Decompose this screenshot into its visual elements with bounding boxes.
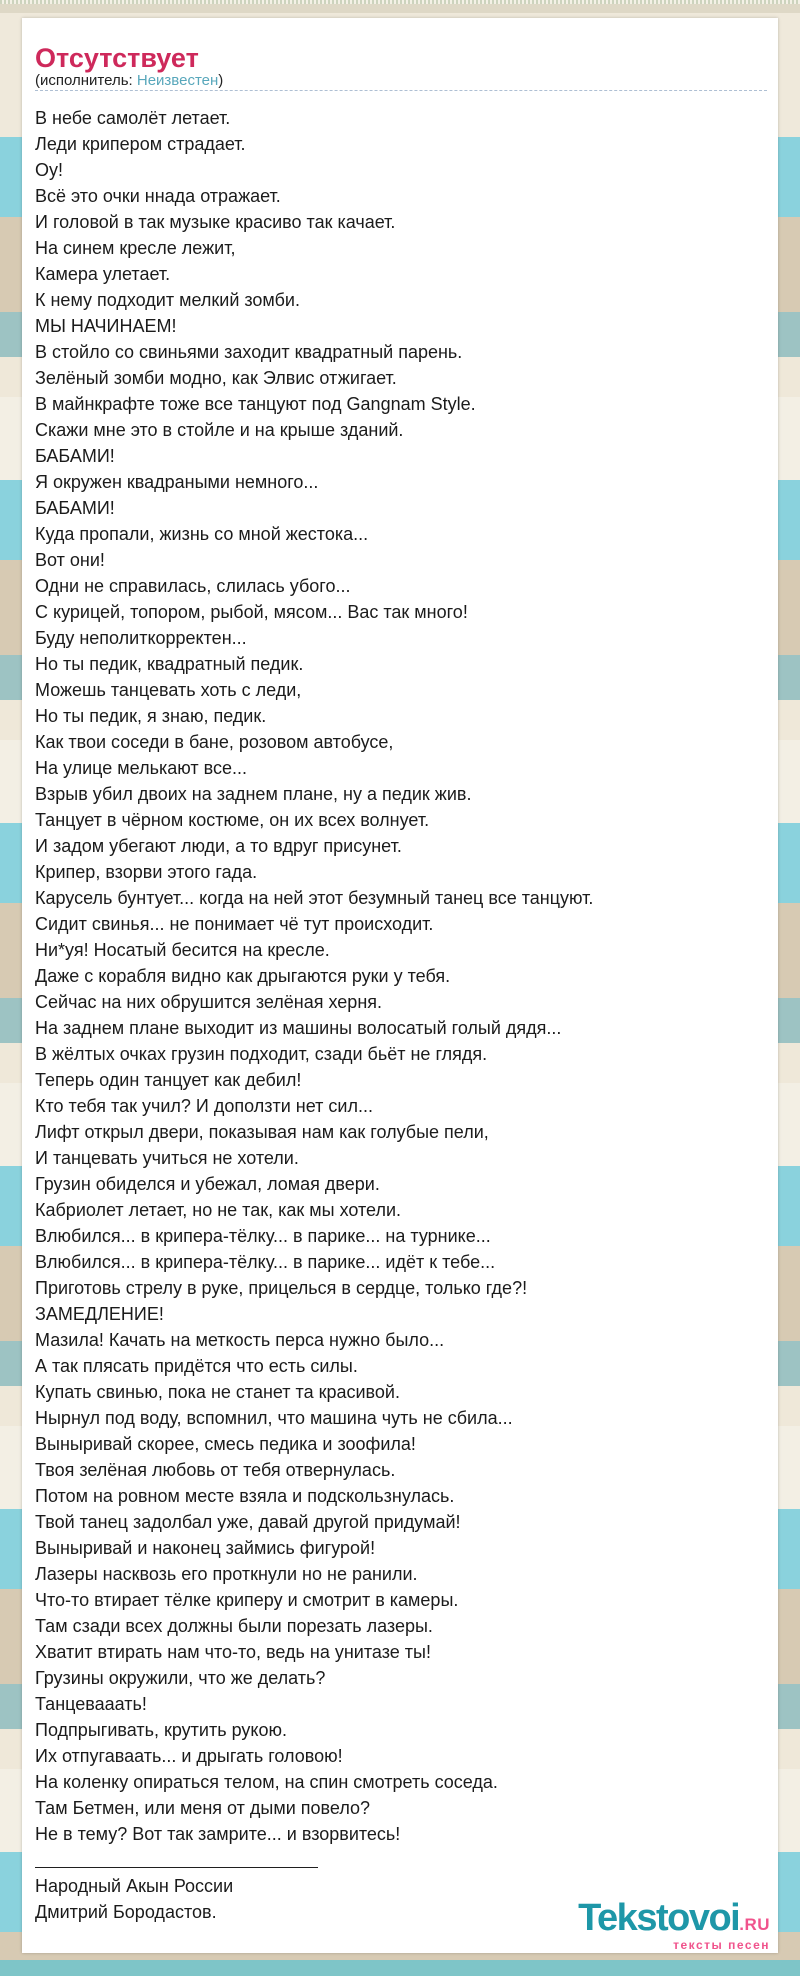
lyric-line: Влюбился... в крипера-тёлку... в парике... на турнике... <box>35 1226 491 1246</box>
lyric-line: Сейчас на них обрушится зелёная херня. <box>35 992 383 1012</box>
lyrics-text <box>35 105 765 1847</box>
top-texture-strip <box>0 0 800 13</box>
lyric-line: Там сзади всех должны были порезать лазеры. <box>35 1616 433 1636</box>
lyric-line: Крипер, взорви этого гада. <box>35 862 258 882</box>
artist-line <box>35 72 765 90</box>
lyric-line: Кто тебя так учил? И доползти нет сил... <box>35 1096 373 1116</box>
lyrics-card <box>22 18 778 1953</box>
author-divider-slot <box>35 1847 765 1873</box>
lyric-line: Вот они! <box>35 550 105 570</box>
lyric-line: Влюбился... в крипера-тёлку... в парике... идёт к тебе... <box>35 1252 496 1272</box>
lyric-line: И головой в так музыке красиво так качает. <box>35 212 396 232</box>
lyric-line: Леди крипером страдает. <box>35 134 246 154</box>
lyric-line: Лазеры насквозь его проткнули но не ранили. <box>35 1564 418 1584</box>
lyric-line: С курицей, топором, рыбой, мясом... Вас так много! <box>35 602 468 622</box>
lyric-line: Куда пропали, жизнь со мной жестока... <box>35 524 369 544</box>
lyric-line: МЫ НАЧИНАЕМ! <box>35 316 177 336</box>
lyric-line: Но ты педик, квадратный педик. <box>35 654 304 674</box>
lyric-line: Грузин обиделся и убежал, ломая двери. <box>35 1174 380 1194</box>
lyric-line: В стойло со свиньями заходит квадратный парень. <box>35 342 463 362</box>
lyric-line: Выныривай и наконец займись фигурой! <box>35 1538 376 1558</box>
lyric-line: БАБАМИ! <box>35 498 115 518</box>
lyric-line: Потом на ровном месте взяла и подскользнулась. <box>35 1486 455 1506</box>
author-line: Народный Акын России <box>35 1876 234 1896</box>
artist-label-prefix: (исполнитель: <box>35 72 137 89</box>
lyric-line: Теперь один танцует как дебил! <box>35 1070 302 1090</box>
lyric-line: А так плясать придётся что есть силы. <box>35 1356 358 1376</box>
lyric-line: В жёлтых очках грузин подходит, сзади бьёт не глядя. <box>35 1044 488 1064</box>
lyric-line: Хватит втирать нам что-то, ведь на унитазе ты! <box>35 1642 431 1662</box>
lyric-line: ЗАМЕДЛЕНИЕ! <box>35 1304 164 1324</box>
lyric-line: Как твои соседи в бане, розовом автобусе, <box>35 732 394 752</box>
lyric-line: Камера улетает. <box>35 264 171 284</box>
lyric-line: В майнкрафте тоже все танцуют под Gangnam Style. <box>35 394 476 414</box>
lyric-line: Не в тему? Вот так замрите... и взорвитесь! <box>35 1824 401 1844</box>
lyric-line: Даже с корабля видно как дрыгаются руки у тебя. <box>35 966 451 986</box>
lyric-line: Там Бетмен, или меня от дыми повело? <box>35 1798 371 1818</box>
lyric-line: Нырнул под воду, вспомнил, что машина чуть не сбила... <box>35 1408 513 1428</box>
logo-tagline: тексты песен <box>673 1938 770 1952</box>
lyric-line: Взрыв убил двоих на заднем плане, ну а педик жив. <box>35 784 472 804</box>
lyric-line: Можешь танцевать хоть с леди, <box>35 680 302 700</box>
artist-label-suffix: ) <box>218 72 224 89</box>
lyric-line: Сидит свинья... не понимает чё тут происходит. <box>35 914 434 934</box>
lyric-line: Ни*уя! Носатый бесится на кресле. <box>35 940 330 960</box>
lyric-line: К нему подходит мелкий зомби. <box>35 290 300 310</box>
dashed-separator <box>35 90 767 91</box>
lyric-line: Твоя зелёная любовь от тебя отвернулась. <box>35 1460 396 1480</box>
tekstovoi-logo[interactable] <box>578 1899 770 1951</box>
lyric-line: Мазила! Качать на меткость перса нужно было... <box>35 1330 445 1350</box>
lyric-line: И танцевать учиться не хотели. <box>35 1148 299 1168</box>
logo-wordmark: Tekstovoi <box>578 1897 740 1939</box>
bottom-teal-band <box>0 1960 800 1976</box>
lyric-line: Танцует в чёрном костюме, он их всех волнует. <box>35 810 430 830</box>
lyric-line: Купать свинью, пока не станет та красивой. <box>35 1382 400 1402</box>
lyric-line: Приготовь стрелу в руке, прицелься в сердце, только где?! <box>35 1278 528 1298</box>
lyric-line: Скажи мне это в стойле и на крыше зданий. <box>35 420 404 440</box>
lyric-line: Танцевааать! <box>35 1694 147 1714</box>
lyric-line: Их отпугаваать... и дрыгать головою! <box>35 1746 343 1766</box>
lyric-line: Карусель бунтует... когда на ней этот безумный танец все танцуют. <box>35 888 594 908</box>
lyric-line: Твой танец задолбал уже, давай другой придумай! <box>35 1512 461 1532</box>
lyric-line: Грузины окружили, что же делать? <box>35 1668 326 1688</box>
lyric-line: В небе самолёт летает. <box>35 108 231 128</box>
lyric-line: На заднем плане выходит из машины волосатый голый дядя... <box>35 1018 562 1038</box>
lyric-line: Что-то втирает тёлке криперу и смотрит в камеры. <box>35 1590 459 1610</box>
lyric-line: Кабриолет летает, но не так, как мы хотели. <box>35 1200 402 1220</box>
logo-tld: .RU <box>739 1915 770 1934</box>
lyric-line: Выныривай скорее, смесь педика и зоофила! <box>35 1434 416 1454</box>
artist-link[interactable]: Неизвестен <box>136 72 219 89</box>
author-divider-line <box>35 1867 318 1868</box>
lyric-line: И задом убегают люди, а то вдруг присунет. <box>35 836 402 856</box>
lyric-line: Лифт открыл двери, показывая нам как голубые пели, <box>35 1122 489 1142</box>
lyric-line: БАБАМИ! <box>35 446 115 466</box>
author-line: Дмитрий Бородастов. <box>35 1902 217 1922</box>
lyric-line: Зелёный зомби модно, как Элвис отжигает. <box>35 368 397 388</box>
lyric-line: Буду неполиткорректен... <box>35 628 247 648</box>
lyric-line: Всё это очки ннада отражает. <box>35 186 281 206</box>
lyric-line: Подпрыгивать, крутить рукою. <box>35 1720 287 1740</box>
lyric-line: Оу! <box>35 160 64 180</box>
lyric-line: На синем кресле лежит, <box>35 238 236 258</box>
lyric-line: Но ты педик, я знаю, педик. <box>35 706 267 726</box>
lyric-line: Я окружен квадраными немного... <box>35 472 319 492</box>
lyric-line: Одни не справилась, слилась убого... <box>35 576 351 596</box>
song-title: Отсутствует <box>35 43 199 73</box>
lyric-line: На улице мелькают все... <box>35 758 247 778</box>
lyric-line: На коленку опираться телом, на спин смотреть соседа. <box>35 1772 498 1792</box>
